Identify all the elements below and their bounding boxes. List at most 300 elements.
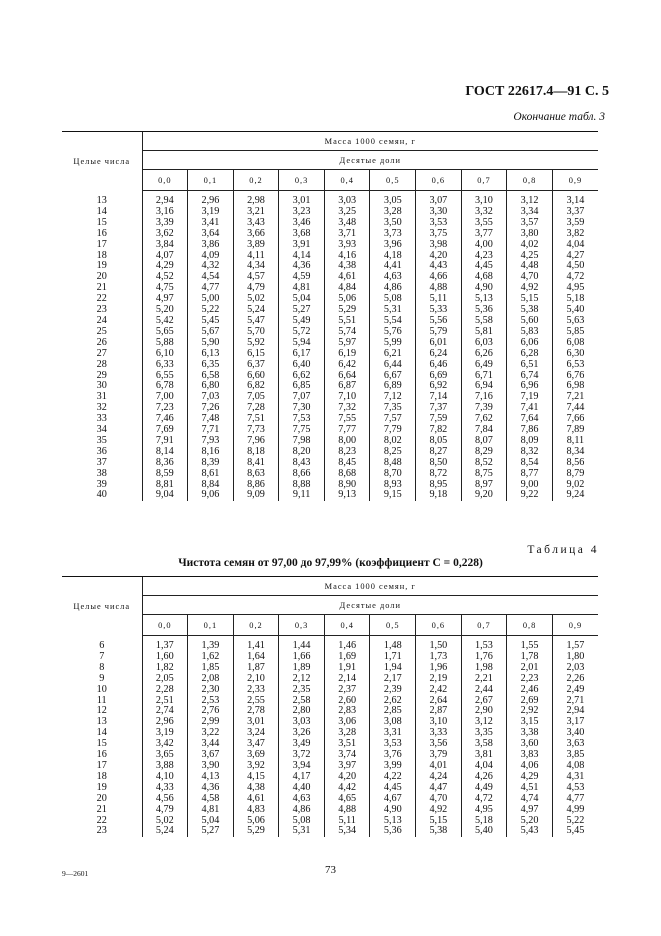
value-cell: 4,81 bbox=[188, 805, 234, 816]
value-cell: 6,62 bbox=[279, 371, 325, 382]
print-code: 9—2601 bbox=[62, 869, 89, 878]
table-row bbox=[62, 425, 598, 436]
value-cell: 1,76 bbox=[461, 652, 507, 663]
value-cell: 7,26 bbox=[188, 403, 234, 414]
value-cell: 1,39 bbox=[188, 636, 234, 652]
value-cell: 8,02 bbox=[370, 436, 416, 447]
value-cell: 9,22 bbox=[507, 490, 553, 501]
value-cell: 9,13 bbox=[324, 490, 370, 501]
value-cell: 3,10 bbox=[416, 717, 462, 728]
value-cell: 9,04 bbox=[142, 490, 188, 501]
value-cell: 5,11 bbox=[324, 816, 370, 827]
value-cell: 3,60 bbox=[507, 739, 553, 750]
value-cell: 5,31 bbox=[370, 305, 416, 316]
whole-number-cell: 21 bbox=[96, 282, 107, 294]
decimal-column-header: 0,3 bbox=[279, 615, 325, 636]
value-cell: 4,06 bbox=[507, 761, 553, 772]
whole-numbers-header: Целые числа bbox=[62, 132, 142, 191]
table-row bbox=[62, 706, 598, 717]
whole-number-cell: 39 bbox=[96, 478, 107, 490]
whole-numbers-header: Целые числа bbox=[62, 577, 142, 636]
value-cell: 6,26 bbox=[461, 349, 507, 360]
value-cell: 6,15 bbox=[233, 349, 279, 360]
value-cell: 6,40 bbox=[279, 360, 325, 371]
value-cell: 5,06 bbox=[233, 816, 279, 827]
value-cell: 4,83 bbox=[233, 805, 279, 816]
value-cell: 4,61 bbox=[324, 272, 370, 283]
value-cell: 3,71 bbox=[324, 229, 370, 240]
value-cell: 6,89 bbox=[370, 381, 416, 392]
value-cell: 3,76 bbox=[370, 750, 416, 761]
whole-number-cell: 27 bbox=[96, 347, 107, 359]
table-row bbox=[62, 696, 598, 707]
value-cell: 5,72 bbox=[279, 327, 325, 338]
whole-number-cell: 38 bbox=[96, 467, 107, 479]
value-cell: 8,90 bbox=[324, 480, 370, 491]
whole-number-cell: 18 bbox=[96, 249, 107, 261]
value-cell: 4,58 bbox=[188, 794, 234, 805]
whole-number-cell: 8 bbox=[99, 661, 105, 673]
value-cell: 8,18 bbox=[233, 447, 279, 458]
table-row bbox=[62, 229, 598, 240]
whole-number-cell: 28 bbox=[96, 358, 107, 370]
value-cell: 2,35 bbox=[279, 685, 325, 696]
value-cell: 4,40 bbox=[279, 783, 325, 794]
value-cell: 3,16 bbox=[142, 207, 188, 218]
value-cell: 3,42 bbox=[142, 739, 188, 750]
value-cell: 5,83 bbox=[507, 327, 553, 338]
value-cell: 3,28 bbox=[324, 728, 370, 739]
decimal-header: Десятые доли bbox=[142, 596, 598, 615]
value-cell: 1,50 bbox=[416, 636, 462, 652]
value-cell: 5,27 bbox=[279, 305, 325, 316]
value-cell: 5,08 bbox=[279, 816, 325, 827]
whole-number-cell: 20 bbox=[96, 271, 107, 283]
decimal-column-header: 0,7 bbox=[461, 615, 507, 636]
value-cell: 3,69 bbox=[233, 750, 279, 761]
value-cell: 2,42 bbox=[416, 685, 462, 696]
table-row bbox=[62, 207, 598, 218]
value-cell: 3,91 bbox=[279, 240, 325, 251]
whole-number-cell: 14 bbox=[96, 205, 107, 217]
value-cell: 4,90 bbox=[461, 283, 507, 294]
value-cell: 4,50 bbox=[552, 261, 598, 272]
value-cell: 6,03 bbox=[461, 338, 507, 349]
value-cell: 8,27 bbox=[416, 447, 462, 458]
value-cell: 7,89 bbox=[552, 425, 598, 436]
table-row bbox=[62, 469, 598, 480]
value-cell: 5,40 bbox=[461, 826, 507, 837]
value-cell: 3,31 bbox=[370, 728, 416, 739]
value-cell: 4,38 bbox=[324, 261, 370, 272]
value-cell: 2,01 bbox=[507, 663, 553, 674]
value-cell: 3,23 bbox=[279, 207, 325, 218]
table-row bbox=[62, 414, 598, 425]
value-cell: 3,92 bbox=[233, 761, 279, 772]
value-cell: 6,17 bbox=[279, 349, 325, 360]
value-cell: 9,09 bbox=[233, 490, 279, 501]
value-cell: 8,93 bbox=[370, 480, 416, 491]
value-cell: 3,26 bbox=[279, 728, 325, 739]
value-cell: 5,22 bbox=[188, 305, 234, 316]
value-cell: 3,19 bbox=[142, 728, 188, 739]
value-cell: 7,28 bbox=[233, 403, 279, 414]
value-cell: 5,63 bbox=[552, 316, 598, 327]
table-row bbox=[62, 338, 598, 349]
value-cell: 4,56 bbox=[142, 794, 188, 805]
value-cell: 4,23 bbox=[461, 251, 507, 262]
value-cell: 4,70 bbox=[507, 272, 553, 283]
mass-header: Масса 1000 семян, г bbox=[142, 577, 598, 596]
value-cell: 3,81 bbox=[461, 750, 507, 761]
whole-number-cell: 29 bbox=[96, 369, 107, 381]
value-cell: 8,54 bbox=[507, 458, 553, 469]
value-cell: 4,36 bbox=[279, 261, 325, 272]
table-row bbox=[62, 717, 598, 728]
value-cell: 5,08 bbox=[370, 294, 416, 305]
value-cell: 4,86 bbox=[370, 283, 416, 294]
value-cell: 3,01 bbox=[279, 191, 325, 207]
table-row bbox=[62, 674, 598, 685]
value-cell: 7,05 bbox=[233, 392, 279, 403]
value-cell: 7,16 bbox=[461, 392, 507, 403]
value-cell: 4,95 bbox=[461, 805, 507, 816]
value-cell: 1,57 bbox=[552, 636, 598, 652]
value-cell: 8,11 bbox=[552, 436, 598, 447]
value-cell: 6,46 bbox=[416, 360, 462, 371]
table-row bbox=[62, 490, 598, 501]
value-cell: 5,70 bbox=[233, 327, 279, 338]
value-cell: 8,61 bbox=[188, 469, 234, 480]
value-cell: 4,84 bbox=[324, 283, 370, 294]
value-cell: 7,69 bbox=[142, 425, 188, 436]
value-cell: 2,96 bbox=[188, 191, 234, 207]
value-cell: 4,16 bbox=[324, 251, 370, 262]
value-cell: 2,51 bbox=[142, 696, 188, 707]
decimal-column-header: 0,2 bbox=[233, 170, 279, 191]
value-cell: 7,66 bbox=[552, 414, 598, 425]
value-cell: 3,94 bbox=[279, 761, 325, 772]
value-cell: 2,87 bbox=[416, 706, 462, 717]
value-cell: 6,78 bbox=[142, 381, 188, 392]
value-cell: 4,79 bbox=[233, 283, 279, 294]
table-row bbox=[62, 663, 598, 674]
table-row bbox=[62, 652, 598, 663]
value-cell: 7,93 bbox=[188, 436, 234, 447]
value-cell: 5,49 bbox=[279, 316, 325, 327]
value-cell: 5,58 bbox=[461, 316, 507, 327]
value-cell: 4,63 bbox=[370, 272, 416, 283]
value-cell: 2,80 bbox=[279, 706, 325, 717]
table-row bbox=[62, 371, 598, 382]
value-cell: 3,80 bbox=[507, 229, 553, 240]
value-cell: 5,92 bbox=[233, 338, 279, 349]
value-cell: 4,99 bbox=[552, 805, 598, 816]
table-row bbox=[62, 826, 598, 837]
whole-number-cell: 24 bbox=[96, 314, 107, 326]
value-cell: 4,86 bbox=[279, 805, 325, 816]
value-cell: 5,33 bbox=[416, 305, 462, 316]
value-cell: 4,72 bbox=[552, 272, 598, 283]
value-cell: 2,33 bbox=[233, 685, 279, 696]
value-cell: 8,20 bbox=[279, 447, 325, 458]
value-cell: 4,45 bbox=[461, 261, 507, 272]
value-cell: 8,59 bbox=[142, 469, 188, 480]
value-cell: 7,75 bbox=[279, 425, 325, 436]
value-cell: 5,43 bbox=[507, 826, 553, 837]
value-cell: 8,41 bbox=[233, 458, 279, 469]
value-cell: 3,56 bbox=[416, 739, 462, 750]
value-cell: 7,14 bbox=[416, 392, 462, 403]
value-cell: 2,44 bbox=[461, 685, 507, 696]
value-cell: 4,59 bbox=[279, 272, 325, 283]
value-cell: 9,06 bbox=[188, 490, 234, 501]
value-cell: 6,53 bbox=[552, 360, 598, 371]
value-cell: 5,60 bbox=[507, 316, 553, 327]
decimal-column-header: 0,4 bbox=[324, 615, 370, 636]
table-row bbox=[62, 251, 598, 262]
value-cell: 5,13 bbox=[461, 294, 507, 305]
value-cell: 5,81 bbox=[461, 327, 507, 338]
value-cell: 3,21 bbox=[233, 207, 279, 218]
value-cell: 5,85 bbox=[552, 327, 598, 338]
value-cell: 9,24 bbox=[552, 490, 598, 501]
table-row bbox=[62, 772, 598, 783]
value-cell: 3,08 bbox=[370, 717, 416, 728]
value-cell: 6,37 bbox=[233, 360, 279, 371]
whole-number-cell: 17 bbox=[96, 238, 107, 250]
value-cell: 9,11 bbox=[279, 490, 325, 501]
table-row bbox=[62, 272, 598, 283]
whole-number-cell: 17 bbox=[96, 759, 107, 771]
value-cell: 5,36 bbox=[461, 305, 507, 316]
decimal-column-header: 0,6 bbox=[416, 615, 462, 636]
value-cell: 6,92 bbox=[416, 381, 462, 392]
decimal-column-header: 0,9 bbox=[552, 170, 598, 191]
table-row bbox=[62, 240, 598, 251]
value-cell: 4,90 bbox=[370, 805, 416, 816]
value-cell: 7,41 bbox=[507, 403, 553, 414]
value-cell: 8,50 bbox=[416, 458, 462, 469]
table-row bbox=[62, 218, 598, 229]
value-cell: 5,65 bbox=[142, 327, 188, 338]
value-cell: 4,70 bbox=[416, 794, 462, 805]
value-cell: 7,51 bbox=[233, 414, 279, 425]
value-cell: 4,79 bbox=[142, 805, 188, 816]
value-cell: 3,28 bbox=[370, 207, 416, 218]
value-cell: 4,09 bbox=[188, 251, 234, 262]
decimal-column-header: 0,9 bbox=[552, 615, 598, 636]
value-cell: 1,80 bbox=[552, 652, 598, 663]
value-cell: 3,12 bbox=[507, 191, 553, 207]
value-cell: 6,98 bbox=[552, 381, 598, 392]
table-row bbox=[62, 783, 598, 794]
table-row bbox=[62, 739, 598, 750]
value-cell: 4,65 bbox=[324, 794, 370, 805]
value-cell: 5,76 bbox=[370, 327, 416, 338]
table-row bbox=[62, 816, 598, 827]
value-cell: 7,23 bbox=[142, 403, 188, 414]
value-cell: 7,03 bbox=[188, 392, 234, 403]
value-cell: 4,47 bbox=[416, 783, 462, 794]
value-cell: 2,28 bbox=[142, 685, 188, 696]
value-cell: 3,66 bbox=[233, 229, 279, 240]
value-cell: 2,94 bbox=[142, 191, 188, 207]
value-cell: 4,29 bbox=[142, 261, 188, 272]
table-row bbox=[62, 294, 598, 305]
value-cell: 5,27 bbox=[188, 826, 234, 837]
value-cell: 4,22 bbox=[370, 772, 416, 783]
value-cell: 4,45 bbox=[370, 783, 416, 794]
value-cell: 4,92 bbox=[416, 805, 462, 816]
value-cell: 7,19 bbox=[507, 392, 553, 403]
table-row bbox=[62, 436, 598, 447]
value-cell: 5,29 bbox=[324, 305, 370, 316]
value-cell: 3,77 bbox=[461, 229, 507, 240]
value-cell: 7,07 bbox=[279, 392, 325, 403]
value-cell: 4,77 bbox=[552, 794, 598, 805]
value-cell: 3,93 bbox=[324, 240, 370, 251]
decimal-columns-row bbox=[62, 615, 598, 636]
value-cell: 3,53 bbox=[416, 218, 462, 229]
value-cell: 9,15 bbox=[370, 490, 416, 501]
value-cell: 3,89 bbox=[233, 240, 279, 251]
value-cell: 4,68 bbox=[461, 272, 507, 283]
whole-number-cell: 33 bbox=[96, 413, 107, 425]
value-cell: 5,51 bbox=[324, 316, 370, 327]
value-cell: 2,83 bbox=[324, 706, 370, 717]
value-cell: 3,58 bbox=[461, 739, 507, 750]
value-cell: 8,66 bbox=[279, 469, 325, 480]
value-cell: 4,14 bbox=[279, 251, 325, 262]
value-cell: 6,01 bbox=[416, 338, 462, 349]
value-cell: 4,26 bbox=[461, 772, 507, 783]
whole-number-cell: 19 bbox=[96, 781, 107, 793]
whole-number-cell: 7 bbox=[99, 650, 105, 662]
whole-number-cell: 22 bbox=[96, 814, 107, 826]
table-row bbox=[62, 728, 598, 739]
whole-number-cell: 23 bbox=[96, 304, 107, 316]
value-cell: 3,22 bbox=[188, 728, 234, 739]
value-cell: 4,52 bbox=[142, 272, 188, 283]
value-cell: 1,91 bbox=[324, 663, 370, 674]
decimal-column-header: 0,8 bbox=[507, 615, 553, 636]
decimal-column-header: 0,2 bbox=[233, 615, 279, 636]
value-cell: 1,73 bbox=[416, 652, 462, 663]
table-row bbox=[62, 349, 598, 360]
value-cell: 8,39 bbox=[188, 458, 234, 469]
whole-number-cell: 37 bbox=[96, 456, 107, 468]
value-cell: 1,89 bbox=[279, 663, 325, 674]
value-cell: 2,14 bbox=[324, 674, 370, 685]
value-cell: 5,45 bbox=[188, 316, 234, 327]
value-cell: 6,49 bbox=[461, 360, 507, 371]
document-reference: ГОСТ 22617.4—91 С. 5 bbox=[465, 84, 609, 99]
value-cell: 7,37 bbox=[416, 403, 462, 414]
value-cell: 3,50 bbox=[370, 218, 416, 229]
value-cell: 3,24 bbox=[233, 728, 279, 739]
value-cell: 5,15 bbox=[416, 816, 462, 827]
value-cell: 3,32 bbox=[461, 207, 507, 218]
value-cell: 2,64 bbox=[416, 696, 462, 707]
table-4 bbox=[62, 576, 598, 837]
value-cell: 4,04 bbox=[461, 761, 507, 772]
value-cell: 4,72 bbox=[461, 794, 507, 805]
value-cell: 2,19 bbox=[416, 674, 462, 685]
value-cell: 5,20 bbox=[507, 816, 553, 827]
value-cell: 3,44 bbox=[188, 739, 234, 750]
value-cell: 4,51 bbox=[507, 783, 553, 794]
value-cell: 7,35 bbox=[370, 403, 416, 414]
value-cell: 3,90 bbox=[188, 761, 234, 772]
table-3-continued bbox=[62, 131, 598, 501]
whole-number-cell: 23 bbox=[96, 825, 107, 837]
value-cell: 8,36 bbox=[142, 458, 188, 469]
value-cell: 3,64 bbox=[188, 229, 234, 240]
value-cell: 4,33 bbox=[142, 783, 188, 794]
value-cell: 7,48 bbox=[188, 414, 234, 425]
value-cell: 8,05 bbox=[416, 436, 462, 447]
value-cell: 8,77 bbox=[507, 469, 553, 480]
value-cell: 3,30 bbox=[416, 207, 462, 218]
value-cell: 7,46 bbox=[142, 414, 188, 425]
value-cell: 8,95 bbox=[416, 480, 462, 491]
value-cell: 1,98 bbox=[461, 663, 507, 674]
decimal-column-header: 0,0 bbox=[142, 170, 188, 191]
value-cell: 5,13 bbox=[370, 816, 416, 827]
value-cell: 7,57 bbox=[370, 414, 416, 425]
value-cell: 9,00 bbox=[507, 480, 553, 491]
value-cell: 4,15 bbox=[233, 772, 279, 783]
table-row bbox=[62, 403, 598, 414]
value-cell: 2,58 bbox=[279, 696, 325, 707]
value-cell: 3,34 bbox=[507, 207, 553, 218]
value-cell: 3,99 bbox=[370, 761, 416, 772]
value-cell: 3,03 bbox=[279, 717, 325, 728]
value-cell: 6,44 bbox=[370, 360, 416, 371]
value-cell: 4,01 bbox=[416, 761, 462, 772]
value-cell: 6,76 bbox=[552, 371, 598, 382]
value-cell: 1,60 bbox=[142, 652, 188, 663]
value-cell: 6,87 bbox=[324, 381, 370, 392]
value-cell: 3,41 bbox=[188, 218, 234, 229]
decimal-header: Десятые доли bbox=[142, 151, 598, 170]
value-cell: 2,21 bbox=[461, 674, 507, 685]
value-cell: 1,53 bbox=[461, 636, 507, 652]
value-cell: 2,46 bbox=[507, 685, 553, 696]
value-cell: 5,20 bbox=[142, 305, 188, 316]
value-cell: 4,18 bbox=[370, 251, 416, 262]
value-cell: 7,12 bbox=[370, 392, 416, 403]
table-row bbox=[62, 305, 598, 316]
value-cell: 1,41 bbox=[233, 636, 279, 652]
value-cell: 4,02 bbox=[507, 240, 553, 251]
value-cell: 4,20 bbox=[324, 772, 370, 783]
value-cell: 4,04 bbox=[552, 240, 598, 251]
value-cell: 3,68 bbox=[279, 229, 325, 240]
value-cell: 6,51 bbox=[507, 360, 553, 371]
whole-number-cell: 12 bbox=[96, 705, 107, 717]
value-cell: 1,37 bbox=[142, 636, 188, 652]
value-cell: 2,60 bbox=[324, 696, 370, 707]
decimal-column-header: 0,6 bbox=[416, 170, 462, 191]
value-cell: 3,57 bbox=[507, 218, 553, 229]
value-cell: 3,51 bbox=[324, 739, 370, 750]
value-cell: 8,81 bbox=[142, 480, 188, 491]
value-cell: 2,08 bbox=[188, 674, 234, 685]
value-cell: 6,85 bbox=[279, 381, 325, 392]
value-cell: 6,21 bbox=[370, 349, 416, 360]
